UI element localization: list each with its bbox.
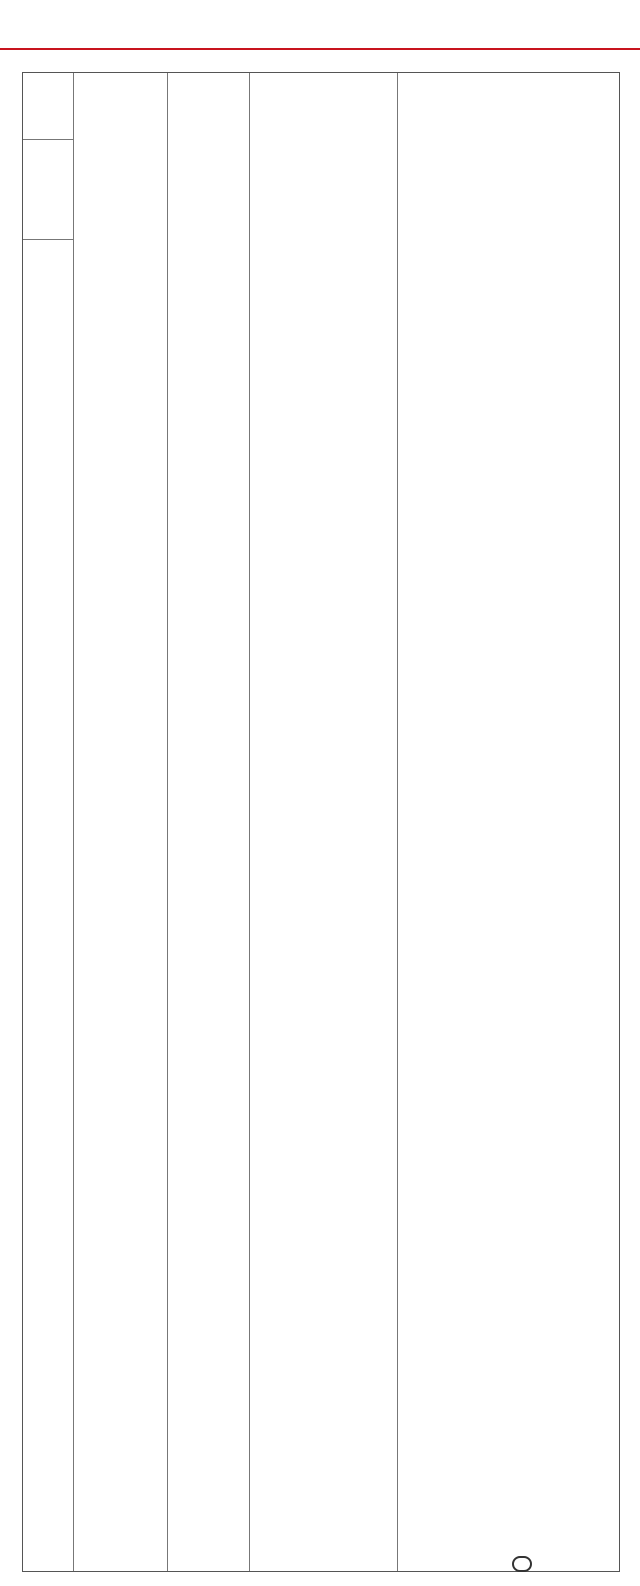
field-medicine (23, 239, 73, 1573)
field-header (23, 73, 73, 139)
column-divider (397, 73, 398, 1571)
column-divider (73, 73, 74, 1571)
title-underline (0, 48, 640, 50)
table-header-row (73, 73, 621, 139)
chat-bubble-icon (512, 1556, 532, 1572)
knowledge-table (22, 72, 620, 1572)
column-divider (167, 73, 168, 1571)
column-divider (249, 73, 250, 1571)
